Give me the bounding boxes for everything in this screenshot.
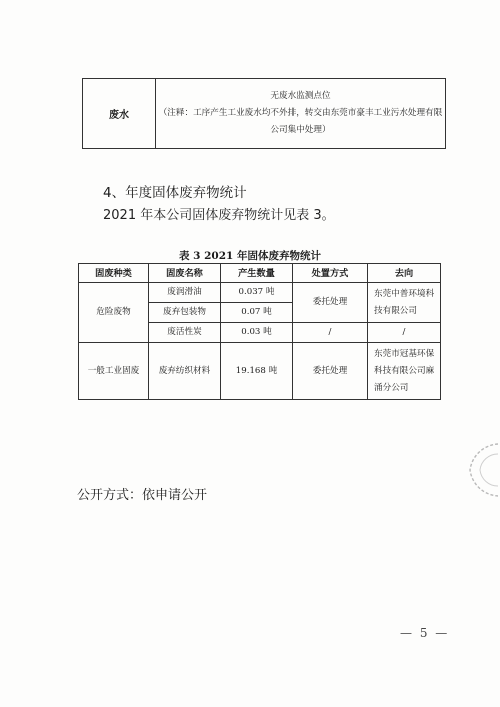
header-quantity: 产生数量: [221, 264, 293, 283]
wastewater-label: 废水: [83, 79, 156, 149]
category-cell: 危险废物: [79, 283, 149, 343]
destination-line: 涌分公司: [374, 382, 409, 393]
header-name: 固废名称: [149, 264, 221, 283]
seal-stamp-partial: [458, 440, 498, 500]
destination-line: 东莞市冠基环保: [374, 348, 435, 359]
waste-name-cell: 废润滑油: [149, 283, 221, 303]
quantity-cell: 0.037 吨: [221, 283, 293, 303]
waste-name-cell: 废弃纺织材料: [149, 343, 221, 400]
waste-name-cell: 废活性炭: [149, 323, 221, 343]
destination-line: 东莞中普环境科: [374, 288, 435, 299]
destination-line: 技有限公司: [374, 305, 417, 316]
disposal-cell: 委托处理: [293, 283, 368, 323]
wastewater-line-3: 公司集中处理）: [270, 125, 331, 135]
header-destination: 去向: [368, 264, 441, 283]
disclosure-method: 公开方式：依申请公开: [77, 488, 208, 503]
destination-cell: /: [368, 323, 441, 343]
category-cell: 一般工业固废: [79, 343, 149, 400]
header-disposal: 处置方式: [293, 264, 368, 283]
destination-cell: [368, 283, 441, 323]
table-row: [79, 343, 441, 400]
table-header-row: [79, 264, 441, 283]
destination-cell: [368, 343, 441, 400]
wastewater-line-2: （注释：工序产生工业废水均不外排，转交由东莞市豪丰工业污水处理有限: [158, 108, 443, 118]
page-number: — 5 —: [400, 626, 450, 640]
quantity-cell: 0.03 吨: [221, 323, 293, 343]
disposal-cell: 委托处理: [293, 343, 368, 400]
section-paragraph: 2021 年本公司固体废弃物统计见表 3。: [103, 208, 335, 223]
section-heading: 4、年度固体废弃物统计: [103, 185, 247, 201]
wastewater-table: [82, 78, 446, 149]
quantity-cell: 0.07 吨: [221, 303, 293, 323]
wastewater-content: [156, 79, 446, 149]
destination-line: 科技有限公司麻: [374, 365, 435, 376]
table-caption: 表 3 2021 年固体废弃物统计: [179, 250, 321, 262]
table-row: [79, 283, 441, 303]
quantity-cell: 19.168 吨: [221, 343, 293, 400]
header-category: 固废种类: [79, 264, 149, 283]
waste-name-cell: 废弃包装物: [149, 303, 221, 323]
disposal-cell: /: [293, 323, 368, 343]
solid-waste-table: [78, 263, 441, 400]
wastewater-line-1: 无废水监测点位: [270, 91, 331, 101]
